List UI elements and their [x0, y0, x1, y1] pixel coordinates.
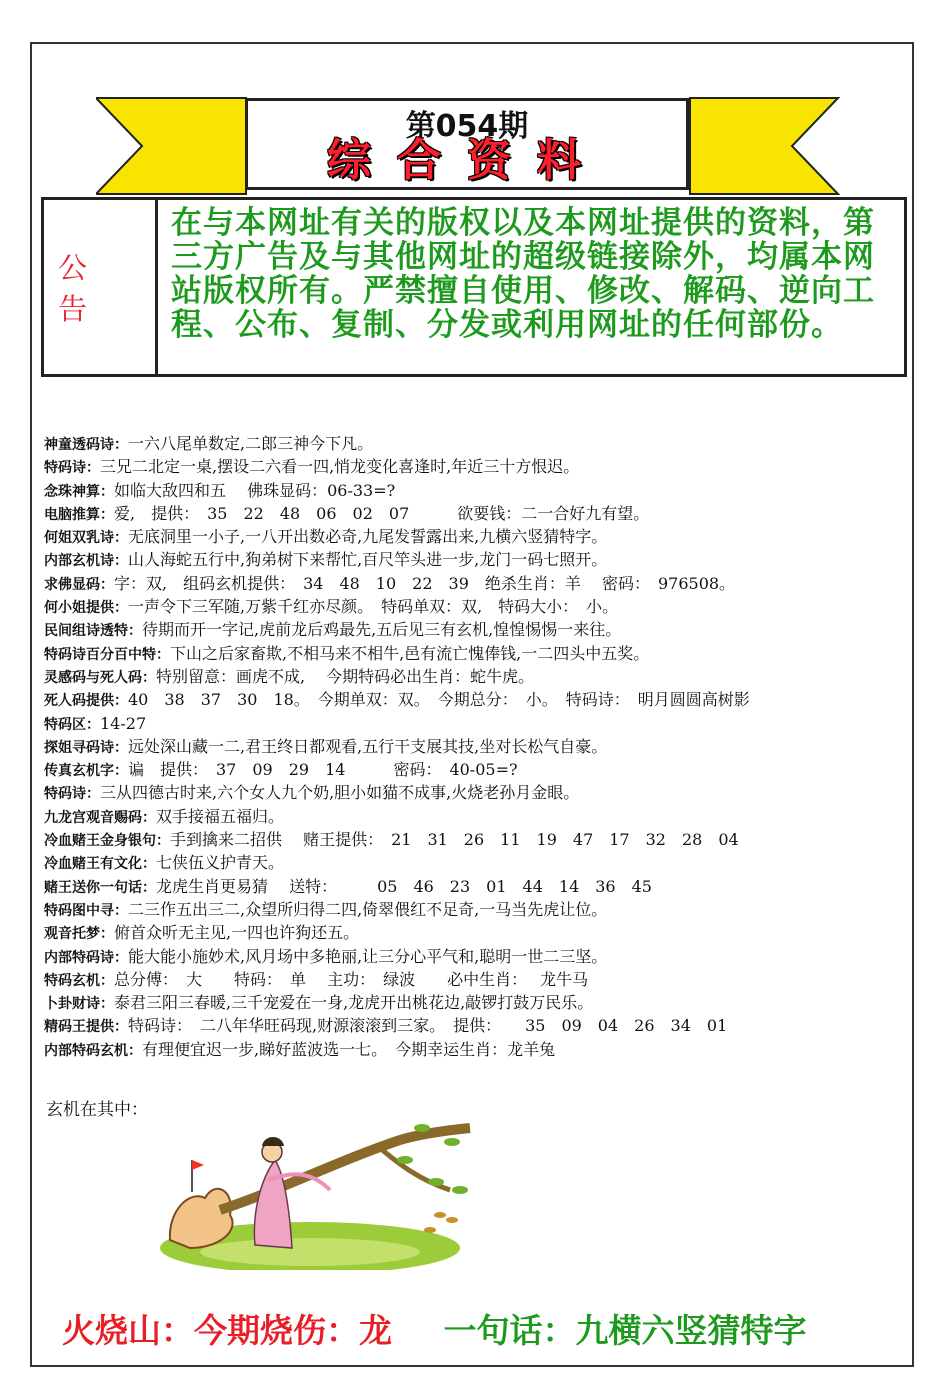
content-line [44, 781, 894, 804]
line-key: 特码诗百分百中特： [44, 646, 170, 663]
content-line [44, 758, 894, 781]
line-key: 念珠神算： [44, 483, 114, 500]
content-line [44, 525, 894, 548]
line-value: 40 38 37 30 18。 今期单双：双。 今期总分： 小。 特码诗： 明月圆圆高树影 [128, 690, 750, 710]
content-line [44, 991, 894, 1014]
line-value: 双手接福五福归。 [156, 806, 285, 826]
line-key: 灵感码与死人码： [44, 669, 156, 686]
line-key: 特码区： [44, 716, 100, 733]
line-value: 二三作五出三二,众望所归得二四,倚翠偎红不足奇,一马当先虎让位。 [128, 899, 608, 919]
line-value: 七侠伍义护青天。 [156, 853, 285, 873]
line-value: 下山之后家畜欺,不相马来不相牛,邑有流亡愧俸钱,一二四头中五奖。 [170, 643, 650, 663]
content-line [44, 618, 894, 641]
footer-right-text: 一句话：九横六竖猜特字 [443, 1311, 807, 1350]
line-key: 内部玄机诗： [44, 553, 128, 570]
line-key: 观音托梦： [44, 926, 114, 943]
notice-label: 公告 [44, 200, 158, 374]
content-line [44, 898, 894, 921]
content-line [44, 688, 894, 711]
line-value: 14-27 [100, 713, 147, 733]
content-line [44, 595, 894, 618]
content-line [44, 479, 894, 502]
content-line [44, 548, 894, 571]
line-value: 三从四德古时来,六个女人九个奶,胆小如猫不成事,火烧老孙月金眼。 [100, 783, 580, 803]
line-value: 如临大敌四和五 佛珠显码：06-33=? [114, 480, 396, 500]
content-line [44, 851, 894, 874]
line-value: 爱, 提供： 35 22 48 06 02 07 欲要钱：二一合好九有望。 [114, 503, 650, 523]
line-key: 特码玄机： [44, 972, 114, 989]
content-line [44, 805, 894, 828]
content-line [44, 921, 894, 944]
line-key: 冷血赌王有文化： [44, 856, 156, 873]
line-key: 神童透码诗： [44, 437, 128, 453]
line-key: 内部特码玄机： [44, 1042, 142, 1059]
content-line [44, 968, 894, 991]
line-key: 电脑推算： [44, 506, 114, 523]
line-key: 特码图中寻： [44, 902, 128, 919]
line-value: 龙虎生肖更易猜 送特： 05 46 23 01 44 14 36 45 [156, 876, 652, 896]
content-line [44, 945, 894, 968]
illustration-girl-tree [160, 1120, 480, 1270]
content-line [44, 642, 894, 665]
line-key: 民间组诗透特： [44, 623, 142, 640]
left-ribbon [96, 94, 256, 198]
line-value: 远处深山藏一二,君王终日都观看,五行干支展其技,坐对长松气自豪。 [128, 736, 608, 756]
page-title: 综合资料 [327, 135, 607, 186]
line-value: 有理便宜迟一步,睇好蓝波选一七。 今期幸运生肖：龙羊兔 [142, 1039, 556, 1059]
content-line [44, 735, 894, 758]
line-value: 特码诗： 二八年华旺码现,财源滚滚到三家。 提供： 35 09 04 26 34 01 [128, 1016, 728, 1036]
line-key: 精码王提供： [44, 1019, 128, 1036]
line-value: 三兄二北定一桌,摆设二六看一四,悄龙变化喜逢时,年近三十方恨迟。 [100, 457, 580, 477]
line-key: 卜卦财诗： [44, 996, 114, 1013]
line-value: 一六八尾单数定,二郎三神今下凡。 [128, 434, 374, 453]
line-value: 待期而开一字记,虎前龙后鸡最先,五后见三有玄机,惶惶惕惕一来往。 [142, 620, 622, 640]
content-line [44, 455, 894, 478]
line-key: 冷血赌王金身银句： [44, 833, 170, 850]
footer-left-text: 火烧山：今期烧伤：龙 [62, 1311, 392, 1350]
line-value: 能大能小施妙术,风月场中多艳丽,让三分心平气和,聪明一世二三坚。 [128, 946, 608, 966]
hint-caption: 玄机在其中： [46, 1100, 148, 1120]
line-key: 死人码提供： [44, 693, 128, 710]
content-line [44, 665, 894, 688]
line-key: 何姐双乳诗： [44, 530, 128, 547]
line-key: 传真玄机字： [44, 763, 128, 780]
line-value: 山人海蛇五行中,狗弟树下来帮忙,百尺竿头进一步,龙门一码七照开。 [128, 550, 608, 570]
issue-number: 第054期 [405, 109, 529, 144]
content-line [44, 1014, 894, 1037]
content-line [44, 572, 894, 595]
line-value: 手到擒来二招供 赌王提供： 21 31 26 11 19 47 17 32 28 04 [170, 830, 739, 850]
line-key: 探姐寻码诗： [44, 739, 128, 756]
line-value: 一声令下三军随,万紫千红亦尽颜。 特码单双：双, 特码大小： 小。 [128, 597, 619, 617]
content-line [44, 502, 894, 525]
line-key: 求佛显码： [44, 576, 114, 593]
line-value: 字：双, 组码玄机提供： 34 48 10 22 39 绝杀生肖：羊 密码： 976508。 [114, 573, 736, 593]
line-value: 俯首众听无主见,一四也许狗还五。 [114, 923, 360, 943]
content-line [44, 1038, 894, 1061]
footer-banner [62, 1305, 922, 1352]
line-value: 总分傅： 大 特码： 单 主功： 绿波 必中生肖： 龙牛马 [114, 969, 589, 989]
notice-text: 在与本网址有关的版权以及本网址提供的资料，第三方广告及与其他网址的超级链接除外，均属本网站版权所有。严禁擅自使用、修改、解码、逆向工程、公布、复制、分发或利用网址的任何部份。 [171, 205, 875, 343]
content-line [44, 828, 894, 851]
line-key: 内部特码诗： [44, 949, 128, 966]
line-value: 无底洞里一小子,一八开出数必奇,九尾发誓露出来,九横六竖猜特字。 [128, 527, 608, 547]
line-value: 泰君三阳三春暖,三千宠爱在一身,龙虎开出桃花边,敲锣打鼓万民乐。 [114, 993, 594, 1013]
line-key: 特码诗： [44, 460, 100, 477]
right-ribbon [680, 94, 840, 198]
line-value: 特别留意：画虎不成, 今期特码必出生肖：蛇牛虎。 [156, 666, 535, 686]
line-key: 赌王送你一句话： [44, 879, 156, 896]
content-line [44, 712, 894, 735]
line-key: 特码诗： [44, 786, 100, 803]
line-key: 何小姐提供： [44, 600, 128, 617]
header-box [245, 98, 689, 190]
line-key: 九龙宫观音赐码： [44, 809, 156, 826]
content-line [44, 432, 894, 455]
content-lines [44, 432, 894, 1061]
notice-box [41, 197, 907, 377]
line-value: 谝 提供： 37 09 29 14 密码： 40-05=? [128, 760, 518, 780]
content-line [44, 875, 894, 898]
